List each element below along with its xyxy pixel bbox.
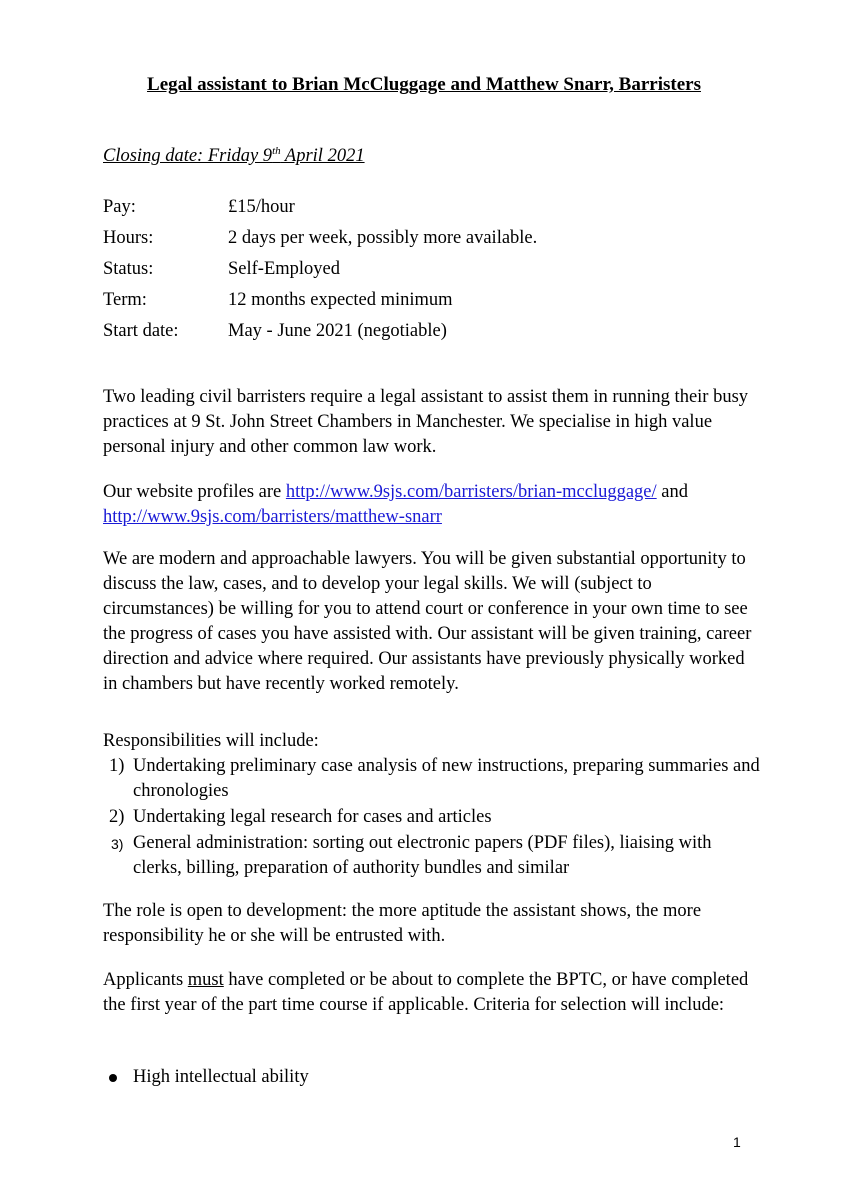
list-number: 1) [109,756,125,776]
field-start-date [103,319,743,344]
bullet-icon [109,1074,117,1082]
closing-date [103,144,365,169]
field-label: Term: [103,290,147,310]
field-value: £15/hour [228,197,295,217]
field-value: 12 months expected minimum [228,290,453,310]
intro-paragraph: Two leading civil barristers require a legal assistant to assist them in running their busy practices at 9 St. John Street Chambers in Manchester. We specialise in high value personal injury and other common law work. [103,387,749,457]
field-label: Hours: [103,228,154,248]
field-value: 2 days per week, possibly more available. [228,228,538,248]
field-status [103,257,743,282]
closing-date-prefix: Closing date: Friday 9 [103,146,273,166]
document-title: Legal assistant to Brian McCluggage and Matthew Snarr, Barristers [147,74,701,95]
applicants-paragraph [103,968,763,1018]
closing-date-ordinal: th [272,144,281,157]
website-middle: and [656,482,689,502]
field-label: Status: [103,259,154,279]
field-value: Self-Employed [228,259,341,279]
list-text: Undertaking preliminary case analysis of new instructions, preparing summaries and chronologies [133,756,760,801]
field-label: Start date: [103,321,179,341]
field-pay [103,195,743,220]
link-brian-mccluggage[interactable]: http://www.9sjs.com/barristers/brian-mccluggage/ [285,482,657,502]
list-text: Undertaking legal research for cases and articles [133,807,492,827]
applicants-prefix: Applicants [103,970,188,990]
approach-paragraph: We are modern and approachable lawyers. You will be given substantial opportunity to discuss the law, cases, and to develop your legal skills. We will (subject to circumstances) be willing for you to attend court or conference in your own time to see the progress of cases you have assisted with. Our assistant will be given training, career direction and advice where required. Our assistants have previously physically worked in chambers but have recently worked remotely. [103,549,752,694]
applicants-rest: have completed or be about to complete the BPTC, or have completed the first year of the part time course if applicable. Criteria for selection will include: [103,970,749,1015]
field-label: Pay: [103,197,136,217]
list-number: 2) [109,807,125,827]
website-prefix: Our website profiles are [103,482,286,502]
page-number: 1 [733,1134,741,1150]
development-paragraph: The role is open to development: the more aptitude the assistant shows, the more responsibility he or she will be entrusted with. [103,901,702,946]
applicants-emphasis: must [187,970,224,990]
field-value: May - June 2021 (negotiable) [228,321,447,341]
responsibilities-heading: Responsibilities will include: [103,731,319,751]
website-paragraph [103,480,763,530]
link-matthew-snarr[interactable]: http://www.9sjs.com/barristers/matthew-snarr [103,507,442,527]
list-item [103,831,763,881]
list-number: 3) [111,836,124,852]
criteria-text: High intellectual ability [133,1067,309,1087]
list-item [103,754,763,804]
list-text: General administration: sorting out electronic papers (PDF files), liaising with clerks, billing, preparation of authority bundles and similar [133,833,712,878]
closing-date-rest: April 2021 [280,146,365,166]
field-hours [103,226,743,251]
field-term [103,288,743,313]
